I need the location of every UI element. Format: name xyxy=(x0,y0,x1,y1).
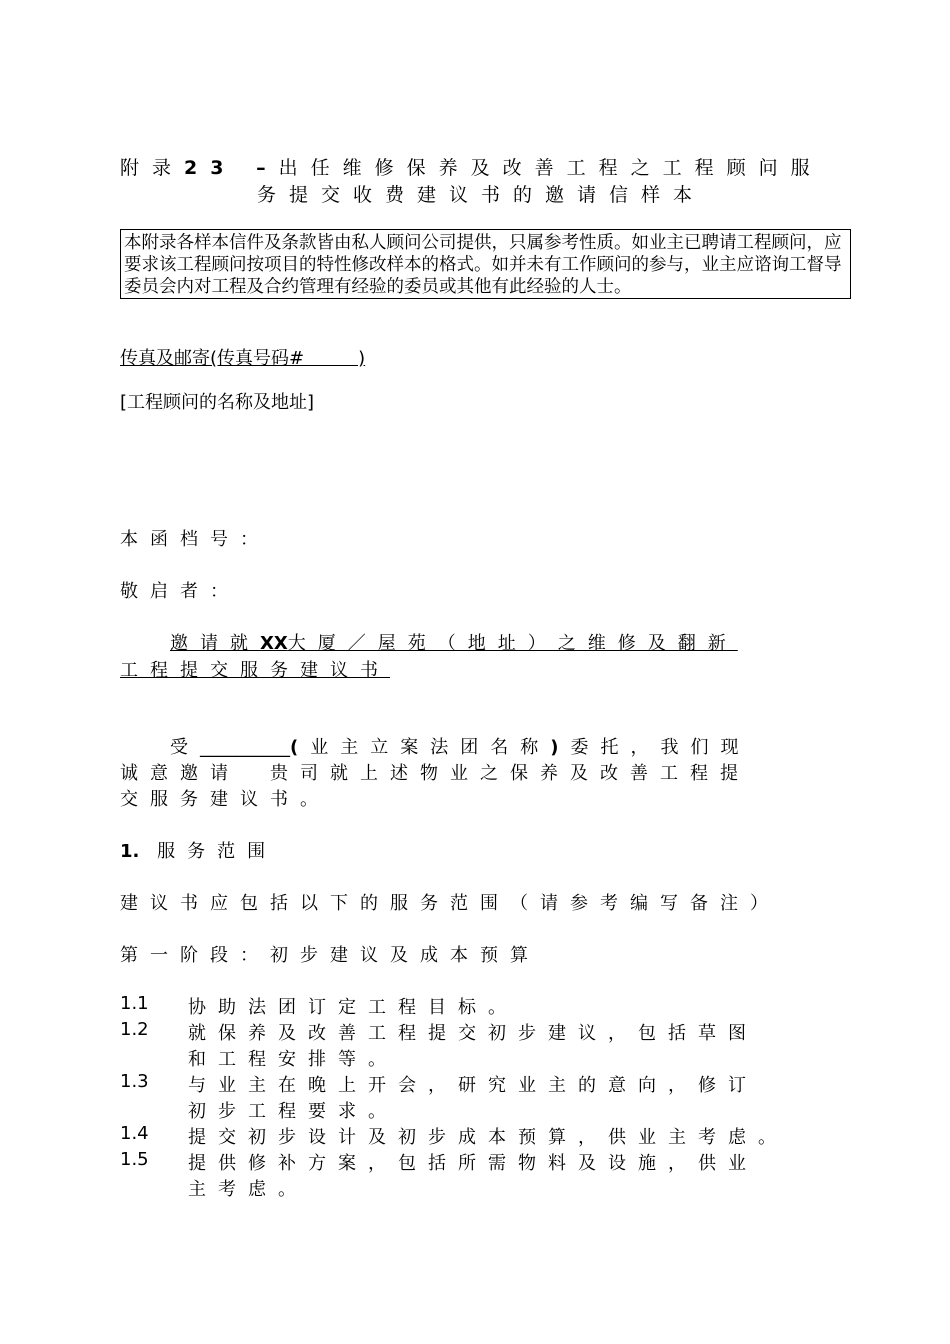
list-item-continuation: 主考虑。 xyxy=(188,1179,308,1200)
paren-open: ( xyxy=(290,737,311,758)
section-1-heading xyxy=(120,837,277,863)
body-suffix: 委托，我们现 xyxy=(570,737,751,758)
subject-prefix: 邀请就 xyxy=(170,633,260,654)
list-item: 提供修补方案，包括所需物料及设施，供业 xyxy=(188,1153,758,1174)
title-prefix: 附录 xyxy=(120,157,185,179)
list-item: 提交初步设计及初步成本预算，供业主考虑。 xyxy=(188,1127,788,1148)
section-title: 服务范围 xyxy=(157,841,278,862)
disclaimer-box: 本附录各样本信件及条款皆由私人顾问公司提供，只属参考性质。如业主已聘请工程顾问，应要求该工程顾问按项目的特性修改样本的格式。如并未有工作顾问的参与，业主应谘询工督导委员会内对工程及合约管理有经验的委员或其他有此经验的人士。 xyxy=(120,229,851,299)
list-item-continuation: 初步工程要求。 xyxy=(188,1101,398,1122)
scope-intro: 建议书应包括以下的服务范围（请参考编写备注） xyxy=(120,893,780,914)
subject-line-2: 工程提交服务建议书 xyxy=(120,660,390,681)
paren-close: ) xyxy=(550,737,571,758)
section-number: 1. xyxy=(120,841,140,862)
subject-text: 大厦／屋苑（地址）之维修及翻新 xyxy=(287,633,738,654)
owner-blank: __________ xyxy=(200,737,290,758)
item-number: 1.3 xyxy=(120,1071,149,1092)
title-appendix-number: 23 – xyxy=(184,157,279,179)
salutation: 敬启者： xyxy=(120,581,240,602)
list-item: 协助法团订定工程目标。 xyxy=(188,997,518,1018)
item-number: 1.4 xyxy=(120,1123,149,1144)
phase-1-heading: 第一阶段：初步建议及成本预算 xyxy=(120,945,540,966)
body-prefix: 受 xyxy=(170,737,200,758)
consultant-name-address: [工程顾问的名称及地址] xyxy=(120,392,315,413)
reference-number-label: 本函档号： xyxy=(120,529,270,550)
title-text: 出任维修保养及改善工程之工程顾问服 xyxy=(278,157,823,179)
item-number: 1.1 xyxy=(120,993,149,1014)
item-number: 1.2 xyxy=(120,1019,149,1040)
document-title-line-1 xyxy=(120,153,823,180)
body-line-3: 交服务建议书。 xyxy=(120,789,330,810)
body-line-2: 诚意邀请 贵司就上述物业之保养及改善工程提 xyxy=(120,763,750,784)
item-number: 1.5 xyxy=(120,1149,149,1170)
list-item-continuation: 和工程安排等。 xyxy=(188,1049,398,1070)
fax-line: 传真及邮寄(传真号码# ) xyxy=(120,348,366,369)
subject-line-1 xyxy=(170,629,738,655)
list-item: 与业主在晚上开会，研究业主的意向，修订 xyxy=(188,1075,758,1096)
list-item: 就保养及改善工程提交初步建议，包括草图 xyxy=(188,1023,758,1044)
owner-corporation-name-label: 业主立案法团名称 xyxy=(310,737,551,758)
building-placeholder: XX xyxy=(260,633,288,654)
body-line-1 xyxy=(170,733,750,759)
document-title-line-2: 务提交收费建议书的邀请信样本 xyxy=(257,184,706,206)
